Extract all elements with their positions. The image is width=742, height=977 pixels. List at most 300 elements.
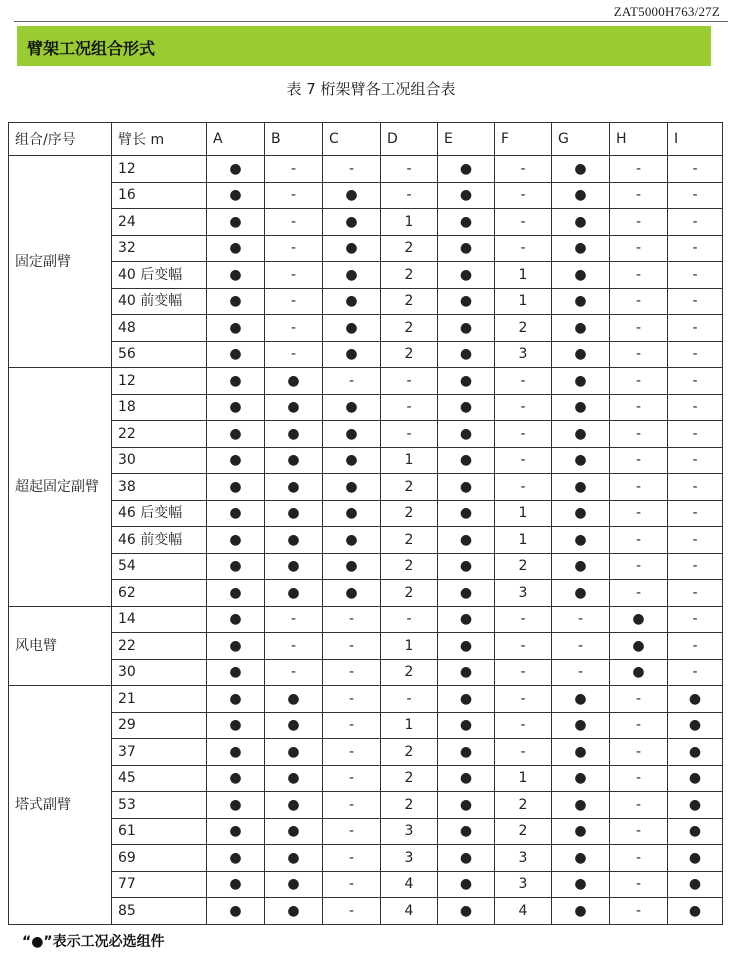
boom-length-cell: 30 (112, 659, 207, 686)
component-cell: ● (207, 288, 265, 315)
boom-length-cell: 69 (112, 845, 207, 872)
boom-length-cell: 46 前变幅 (112, 527, 207, 554)
component-cell: - (265, 209, 323, 236)
component-cell: ● (438, 633, 495, 660)
component-cell: ● (207, 871, 265, 898)
component-cell: ● (552, 500, 610, 527)
component-cell: - (668, 182, 723, 209)
component-cell: - (668, 341, 723, 368)
component-cell: ● (552, 818, 610, 845)
component-cell: ● (207, 500, 265, 527)
component-cell: ● (265, 686, 323, 713)
boom-length-cell: 37 (112, 739, 207, 766)
header-col-d: D (381, 123, 438, 156)
component-cell: - (610, 156, 668, 183)
component-cell: - (668, 421, 723, 448)
component-cell: ● (438, 209, 495, 236)
component-cell: ● (265, 500, 323, 527)
component-cell: 3 (495, 580, 552, 607)
component-cell: ● (323, 315, 381, 342)
component-cell: - (323, 898, 381, 925)
component-cell: ● (265, 580, 323, 607)
table-row (9, 686, 723, 713)
component-cell: ● (668, 739, 723, 766)
component-cell: - (668, 315, 723, 342)
component-cell: ● (207, 606, 265, 633)
component-cell: ● (323, 580, 381, 607)
table-row (9, 871, 723, 898)
table-row (9, 209, 723, 236)
table-row (9, 845, 723, 872)
component-cell: - (323, 686, 381, 713)
table-row (9, 898, 723, 925)
component-cell: - (323, 156, 381, 183)
component-cell: ● (438, 765, 495, 792)
component-cell: ● (207, 898, 265, 925)
component-cell: ● (552, 527, 610, 554)
table-row (9, 818, 723, 845)
component-cell: ● (438, 262, 495, 289)
component-cell: ● (323, 288, 381, 315)
combination-table (8, 122, 723, 925)
component-cell: - (495, 739, 552, 766)
component-cell: - (323, 845, 381, 872)
component-cell: ● (438, 341, 495, 368)
boom-length-cell: 53 (112, 792, 207, 819)
component-cell: ● (323, 235, 381, 262)
component-cell: - (610, 871, 668, 898)
component-cell: - (668, 500, 723, 527)
component-cell: ● (552, 182, 610, 209)
component-cell: - (610, 182, 668, 209)
component-cell: 1 (381, 209, 438, 236)
table-body (9, 156, 723, 925)
component-cell: - (610, 580, 668, 607)
component-cell: ● (610, 659, 668, 686)
header-col-b: B (265, 123, 323, 156)
component-cell: - (668, 368, 723, 395)
component-cell: ● (207, 712, 265, 739)
boom-length-cell: 24 (112, 209, 207, 236)
component-cell: - (265, 341, 323, 368)
component-cell: - (610, 818, 668, 845)
component-cell: - (668, 447, 723, 474)
component-cell: - (495, 686, 552, 713)
component-cell: ● (438, 845, 495, 872)
table-row (9, 792, 723, 819)
header-col-i: I (668, 123, 723, 156)
table-row (9, 288, 723, 315)
component-cell: ● (323, 182, 381, 209)
group-label: 塔式副臂 (9, 686, 112, 925)
component-cell: ● (438, 898, 495, 925)
component-cell: - (668, 553, 723, 580)
component-cell: ● (552, 394, 610, 421)
component-cell: - (381, 156, 438, 183)
boom-length-cell: 21 (112, 686, 207, 713)
document-code: ZAT5000H763/27Z (613, 4, 720, 19)
component-cell: ● (265, 871, 323, 898)
component-cell: - (323, 712, 381, 739)
component-cell: 2 (381, 474, 438, 501)
component-cell: ● (552, 845, 610, 872)
component-cell: ● (265, 421, 323, 448)
component-cell: - (495, 633, 552, 660)
component-cell: ● (438, 421, 495, 448)
boom-length-cell: 29 (112, 712, 207, 739)
component-cell: 2 (381, 315, 438, 342)
component-cell: - (323, 659, 381, 686)
component-cell: ● (323, 474, 381, 501)
component-cell: - (495, 606, 552, 633)
component-cell: ● (207, 156, 265, 183)
component-cell: 3 (495, 341, 552, 368)
component-cell: - (668, 580, 723, 607)
component-cell: - (265, 182, 323, 209)
component-cell: 3 (381, 818, 438, 845)
table-row (9, 659, 723, 686)
component-cell: ● (610, 606, 668, 633)
component-cell: - (610, 368, 668, 395)
component-cell: - (495, 368, 552, 395)
header-col-c: C (323, 123, 381, 156)
table-row (9, 606, 723, 633)
component-cell: ● (265, 553, 323, 580)
header-rule (14, 21, 728, 22)
component-cell: ● (552, 156, 610, 183)
component-cell: - (610, 447, 668, 474)
component-cell: - (610, 262, 668, 289)
component-cell: ● (265, 765, 323, 792)
boom-length-cell: 22 (112, 633, 207, 660)
boom-length-cell: 40 后变幅 (112, 262, 207, 289)
component-cell: 1 (495, 262, 552, 289)
group-label: 超起固定副臂 (9, 368, 112, 607)
component-cell: ● (207, 394, 265, 421)
component-cell: - (610, 288, 668, 315)
boom-length-cell: 18 (112, 394, 207, 421)
boom-length-cell: 22 (112, 421, 207, 448)
table-row (9, 447, 723, 474)
component-cell: - (323, 739, 381, 766)
component-cell: - (265, 156, 323, 183)
boom-length-cell: 12 (112, 156, 207, 183)
component-cell: ● (207, 447, 265, 474)
component-cell: - (495, 182, 552, 209)
component-cell: ● (438, 235, 495, 262)
component-cell: ● (438, 606, 495, 633)
component-cell: ● (323, 553, 381, 580)
component-cell: ● (265, 712, 323, 739)
component-cell: 2 (495, 792, 552, 819)
component-cell: ● (207, 235, 265, 262)
component-cell: ● (438, 500, 495, 527)
table-row (9, 262, 723, 289)
component-cell: - (495, 712, 552, 739)
component-cell: ● (552, 235, 610, 262)
component-cell: - (610, 765, 668, 792)
component-cell: - (668, 394, 723, 421)
component-cell: - (668, 606, 723, 633)
component-cell: ● (438, 712, 495, 739)
component-cell: - (495, 659, 552, 686)
component-cell: - (610, 235, 668, 262)
component-cell: - (668, 209, 723, 236)
component-cell: ● (438, 182, 495, 209)
component-cell: ● (265, 898, 323, 925)
component-cell: ● (265, 394, 323, 421)
table-footnote: “●”表示工况必选组件 (22, 934, 165, 950)
component-cell: - (610, 792, 668, 819)
component-cell: - (495, 447, 552, 474)
component-cell: - (381, 686, 438, 713)
component-cell: ● (438, 553, 495, 580)
component-cell: - (668, 527, 723, 554)
component-cell: ● (438, 580, 495, 607)
component-cell: 2 (381, 288, 438, 315)
component-cell: - (610, 739, 668, 766)
component-cell: - (323, 871, 381, 898)
component-cell: - (265, 288, 323, 315)
component-cell: ● (668, 818, 723, 845)
component-cell: ● (552, 739, 610, 766)
component-cell: 2 (381, 765, 438, 792)
component-cell: - (610, 898, 668, 925)
component-cell: ● (438, 792, 495, 819)
component-cell: - (552, 606, 610, 633)
component-cell: - (495, 421, 552, 448)
component-cell: ● (207, 209, 265, 236)
header-col-e: E (438, 123, 495, 156)
component-cell: 2 (381, 739, 438, 766)
component-cell: ● (438, 739, 495, 766)
component-cell: - (323, 792, 381, 819)
component-cell: - (610, 686, 668, 713)
component-cell: - (323, 818, 381, 845)
component-cell: - (552, 659, 610, 686)
component-cell: - (323, 368, 381, 395)
component-cell: - (265, 235, 323, 262)
component-cell: ● (207, 845, 265, 872)
component-cell: - (265, 262, 323, 289)
component-cell: ● (207, 739, 265, 766)
component-cell: - (610, 845, 668, 872)
component-cell: ● (207, 659, 265, 686)
component-cell: 4 (495, 898, 552, 925)
boom-length-cell: 56 (112, 341, 207, 368)
component-cell: ● (438, 368, 495, 395)
component-cell: ● (265, 474, 323, 501)
header-col-h: H (610, 123, 668, 156)
component-cell: ● (265, 845, 323, 872)
component-cell: - (381, 368, 438, 395)
table-row (9, 421, 723, 448)
component-cell: - (668, 156, 723, 183)
table-row (9, 500, 723, 527)
component-cell: ● (438, 527, 495, 554)
component-cell: ● (552, 898, 610, 925)
component-cell: - (381, 421, 438, 448)
table-row (9, 235, 723, 262)
section-banner (17, 26, 711, 66)
component-cell: ● (207, 792, 265, 819)
boom-length-cell: 85 (112, 898, 207, 925)
component-cell: - (668, 235, 723, 262)
component-cell: - (381, 394, 438, 421)
component-cell: ● (265, 527, 323, 554)
component-cell: 2 (381, 659, 438, 686)
component-cell: 2 (381, 262, 438, 289)
component-cell: ● (552, 712, 610, 739)
component-cell: - (323, 633, 381, 660)
table-caption: 表 7 桁架臂各工况组合表 (286, 80, 456, 98)
component-cell: 2 (495, 315, 552, 342)
component-cell: ● (207, 633, 265, 660)
component-cell: ● (552, 368, 610, 395)
component-cell: ● (438, 315, 495, 342)
component-cell: ● (323, 500, 381, 527)
component-cell: ● (207, 553, 265, 580)
boom-length-cell: 40 前变幅 (112, 288, 207, 315)
boom-length-cell: 48 (112, 315, 207, 342)
header-col-a: A (207, 123, 265, 156)
component-cell: - (610, 712, 668, 739)
boom-length-cell: 12 (112, 368, 207, 395)
table-row (9, 739, 723, 766)
component-cell: - (668, 262, 723, 289)
component-cell: ● (552, 421, 610, 448)
group-label: 固定副臂 (9, 156, 112, 368)
component-cell: ● (207, 580, 265, 607)
component-cell: ● (323, 394, 381, 421)
boom-length-cell: 62 (112, 580, 207, 607)
component-cell: 4 (381, 871, 438, 898)
table-row (9, 580, 723, 607)
component-cell: - (495, 394, 552, 421)
component-cell: ● (668, 765, 723, 792)
component-cell: - (323, 765, 381, 792)
component-cell: ● (552, 288, 610, 315)
component-cell: 3 (495, 845, 552, 872)
component-cell: ● (265, 818, 323, 845)
table-row (9, 368, 723, 395)
component-cell: - (495, 156, 552, 183)
table-row (9, 527, 723, 554)
component-cell: - (381, 606, 438, 633)
component-cell: - (610, 500, 668, 527)
component-cell: ● (552, 447, 610, 474)
component-cell: ● (552, 474, 610, 501)
boom-length-cell: 61 (112, 818, 207, 845)
table-row (9, 394, 723, 421)
component-cell: ● (668, 792, 723, 819)
component-cell: ● (552, 765, 610, 792)
component-cell: ● (438, 659, 495, 686)
header-group: 组合/序号 (9, 123, 112, 156)
component-cell: - (552, 633, 610, 660)
component-cell: 2 (381, 792, 438, 819)
component-cell: ● (323, 447, 381, 474)
table-row (9, 156, 723, 183)
component-cell: - (495, 474, 552, 501)
component-cell: ● (323, 421, 381, 448)
component-cell: - (610, 394, 668, 421)
component-cell: 2 (381, 553, 438, 580)
boom-length-cell: 30 (112, 447, 207, 474)
component-cell: ● (668, 845, 723, 872)
component-cell: ● (323, 262, 381, 289)
component-cell: ● (438, 394, 495, 421)
component-cell: - (668, 633, 723, 660)
component-cell: 1 (495, 288, 552, 315)
section-title: 臂架工况组合形式 (27, 39, 156, 58)
component-cell: - (265, 315, 323, 342)
boom-length-cell: 77 (112, 871, 207, 898)
component-cell: ● (438, 686, 495, 713)
boom-length-cell: 32 (112, 235, 207, 262)
component-cell: - (323, 606, 381, 633)
component-cell: - (610, 527, 668, 554)
component-cell: - (610, 553, 668, 580)
component-cell: ● (323, 341, 381, 368)
component-cell: ● (552, 553, 610, 580)
component-cell: ● (552, 686, 610, 713)
component-cell: ● (438, 474, 495, 501)
table-row (9, 553, 723, 580)
boom-length-cell: 38 (112, 474, 207, 501)
component-cell: - (668, 659, 723, 686)
component-cell: ● (207, 262, 265, 289)
component-cell: 2 (381, 580, 438, 607)
component-cell: 3 (495, 871, 552, 898)
component-cell: ● (438, 156, 495, 183)
component-cell: ● (668, 898, 723, 925)
component-cell: ● (438, 447, 495, 474)
component-cell: 1 (495, 765, 552, 792)
component-cell: ● (207, 341, 265, 368)
header-boom-length: 臂长 m (112, 123, 207, 156)
component-cell: ● (323, 209, 381, 236)
boom-length-cell: 14 (112, 606, 207, 633)
table-row (9, 182, 723, 209)
component-cell: - (610, 421, 668, 448)
component-cell: - (265, 659, 323, 686)
component-cell: ● (668, 686, 723, 713)
component-cell: 2 (381, 527, 438, 554)
component-cell: 2 (381, 235, 438, 262)
component-cell: - (265, 606, 323, 633)
component-cell: - (495, 235, 552, 262)
component-cell: ● (552, 341, 610, 368)
component-cell: - (668, 474, 723, 501)
component-cell: 1 (495, 527, 552, 554)
component-cell: 2 (495, 818, 552, 845)
group-label: 风电臂 (9, 606, 112, 686)
component-cell: ● (668, 871, 723, 898)
component-cell: ● (265, 368, 323, 395)
component-cell: - (610, 209, 668, 236)
component-cell: ● (438, 818, 495, 845)
table-row (9, 765, 723, 792)
component-cell: 4 (381, 898, 438, 925)
component-cell: - (668, 288, 723, 315)
component-cell: ● (207, 315, 265, 342)
component-cell: 1 (381, 447, 438, 474)
component-cell: ● (438, 871, 495, 898)
component-cell: ● (207, 368, 265, 395)
component-cell: - (495, 209, 552, 236)
component-cell: - (381, 182, 438, 209)
